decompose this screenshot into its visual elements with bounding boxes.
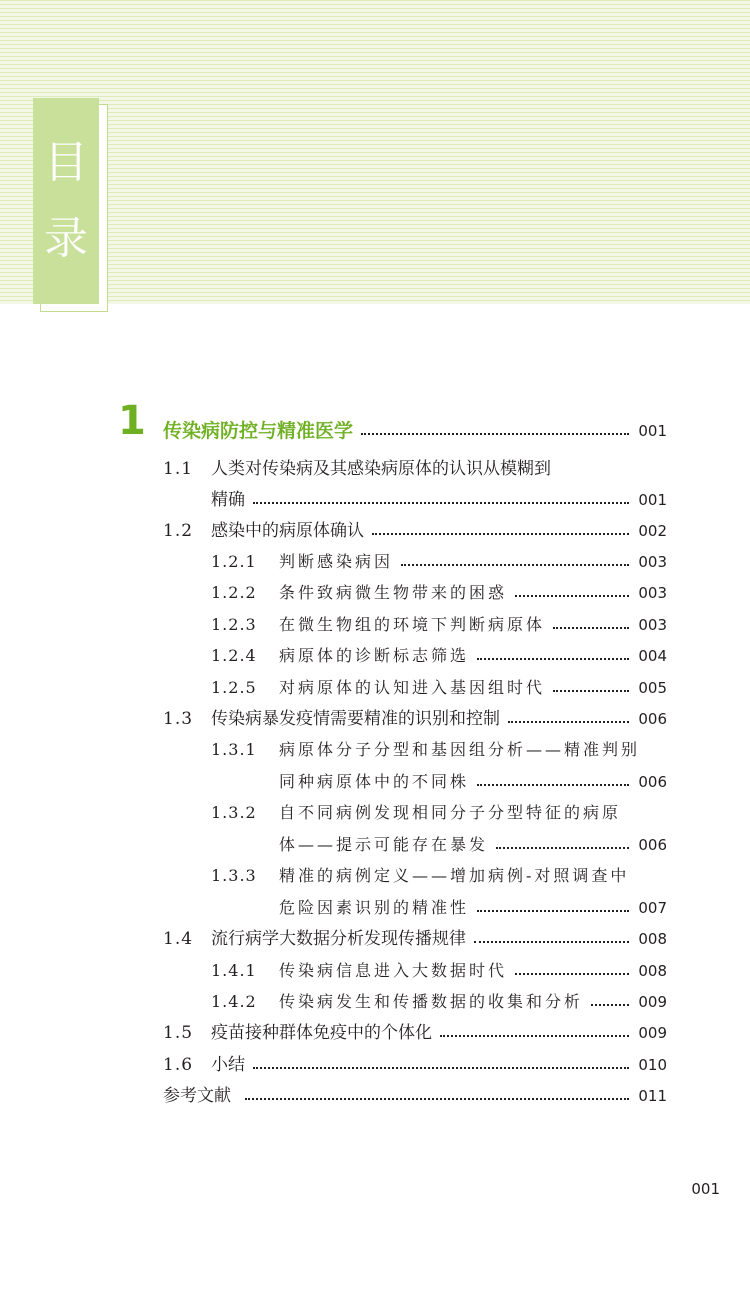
page-ref: 006 [638, 710, 667, 728]
toc-entry-1-3[interactable] [163, 703, 667, 731]
toc-entry-1-3-2-line1[interactable] [211, 797, 621, 825]
page-ref: 006 [638, 773, 667, 791]
leader-dots [474, 941, 629, 943]
page-ref: 008 [638, 930, 667, 948]
page-ref: 009 [638, 993, 667, 1011]
section-title: 小结 [211, 1055, 245, 1075]
page-ref: 008 [638, 962, 667, 980]
section-number: 1.2.2 [211, 583, 257, 602]
leader-dots [477, 658, 629, 660]
section-title: 判断感染病因 [279, 552, 394, 571]
section-title-line2: 体——提示可能存在暴发 [279, 835, 489, 854]
chapter-number: 1 [118, 398, 146, 444]
leader-dots [553, 627, 629, 629]
chapter-title: 传染病防控与精准医学 [163, 420, 354, 442]
section-title: 传染病发生和传播数据的收集和分析 [279, 992, 584, 1011]
toc-entry-1-2-5[interactable] [211, 672, 667, 700]
section-number: 1.1 [163, 459, 194, 479]
toc-entry-1-1-line2[interactable] [211, 484, 667, 512]
toc-chapter-1[interactable] [163, 415, 667, 443]
leader-dots [591, 1004, 629, 1006]
leader-dots [515, 595, 629, 597]
toc-entry-1-3-3-line1[interactable] [211, 860, 629, 888]
section-number: 1.3.2 [211, 803, 257, 822]
section-number: 1.3.3 [211, 866, 257, 885]
section-title: 传染病信息进入大数据时代 [279, 961, 508, 980]
section-title: 感染中的病原体确认 [211, 521, 364, 541]
page-ref: 003 [638, 553, 667, 571]
toc-entry-1-5[interactable] [163, 1017, 667, 1045]
leader-dots [253, 1067, 629, 1069]
leader-dots [372, 533, 629, 535]
page-ref: 007 [638, 899, 667, 917]
section-title-line1: 人类对传染病及其感染病原体的认识从模糊到 [211, 459, 551, 479]
leader-dots [245, 1098, 629, 1100]
toc-entry-1-6[interactable] [163, 1049, 667, 1077]
section-number: 1.2.4 [211, 646, 257, 665]
toc-entry-1-2-2[interactable] [211, 577, 667, 605]
section-title: 病原体的诊断标志筛选 [279, 646, 470, 665]
section-title: 对病原体的认知进入基因组时代 [279, 678, 546, 697]
section-number: 1.4 [163, 929, 194, 949]
leader-dots [477, 784, 629, 786]
toc-entry-1-4-1[interactable] [211, 955, 667, 983]
section-number: 1.4.2 [211, 992, 257, 1011]
toc-entry-1-4-2[interactable] [211, 986, 667, 1014]
page-ref: 004 [638, 647, 667, 665]
section-number: 1.2.5 [211, 678, 257, 697]
toc-title-char-1: 目 [44, 137, 88, 188]
section-title-line2: 危险因素识别的精准性 [279, 898, 470, 917]
toc-entry-1-2[interactable] [163, 515, 667, 543]
toc-entry-1-3-2-line2[interactable] [279, 829, 667, 857]
leader-dots [477, 910, 629, 912]
leader-dots [253, 502, 629, 504]
leader-dots [508, 721, 629, 723]
leader-dots [496, 847, 629, 849]
section-number: 1.6 [163, 1055, 194, 1075]
section-title: 条件致病微生物带来的困惑 [279, 583, 508, 602]
section-number: 1.2.3 [211, 615, 257, 634]
section-number: 1.3.1 [211, 740, 257, 759]
section-title-line1: 精准的病例定义——增加病例-对照调查中 [279, 866, 630, 885]
toc-entry-1-3-1-line2[interactable] [279, 766, 667, 794]
section-number: 1.4.1 [211, 961, 257, 980]
leader-dots [553, 690, 629, 692]
section-title: 流行病学大数据分析发现传播规律 [211, 929, 466, 949]
leader-dots [440, 1035, 629, 1037]
page-ref: 003 [638, 584, 667, 602]
toc-entry-1-3-1-line1[interactable] [211, 734, 640, 762]
toc-entry-1-4[interactable] [163, 923, 667, 951]
section-title: 疫苗接种群体免疫中的个体化 [211, 1023, 432, 1043]
toc-entry-1-1-line1[interactable] [163, 453, 551, 481]
page-ref: 001 [638, 491, 667, 509]
leader-dots [361, 433, 629, 435]
leader-dots [401, 564, 629, 566]
section-title-line1: 病原体分子分型和基因组分析——精准判别 [279, 740, 641, 759]
section-title-line2: 同种病原体中的不同株 [279, 772, 470, 791]
section-number: 1.2 [163, 521, 194, 541]
section-title: 在微生物组的环境下判断病原体 [279, 615, 546, 634]
toc-entry-1-3-3-line2[interactable] [279, 892, 667, 920]
toc-entry-references[interactable] [163, 1080, 667, 1108]
leader-dots [515, 973, 629, 975]
page-ref: 011 [638, 1087, 667, 1105]
toc-title-char-2: 录 [44, 213, 88, 264]
section-number: 1.2.1 [211, 552, 257, 571]
toc-entry-1-2-1[interactable] [211, 546, 667, 574]
section-title-line1: 自不同病例发现相同分子分型特征的病原 [279, 803, 622, 822]
page-ref: 002 [638, 522, 667, 540]
page-ref: 009 [638, 1024, 667, 1042]
page-ref: 010 [638, 1056, 667, 1074]
page-ref: 003 [638, 616, 667, 634]
page-ref: 001 [638, 422, 667, 440]
page-number: 001 [691, 1180, 720, 1198]
toc-entry-1-2-3[interactable] [211, 609, 667, 637]
page-ref: 005 [638, 679, 667, 697]
toc-entry-1-2-4[interactable] [211, 640, 667, 668]
section-title: 传染病暴发疫情需要精准的识别和控制 [211, 709, 500, 729]
section-number: 1.5 [163, 1023, 194, 1043]
section-number: 1.3 [163, 709, 194, 729]
section-title-line2: 精确 [211, 490, 245, 510]
references-title: 参考文献 [163, 1086, 231, 1106]
page-ref: 006 [638, 836, 667, 854]
